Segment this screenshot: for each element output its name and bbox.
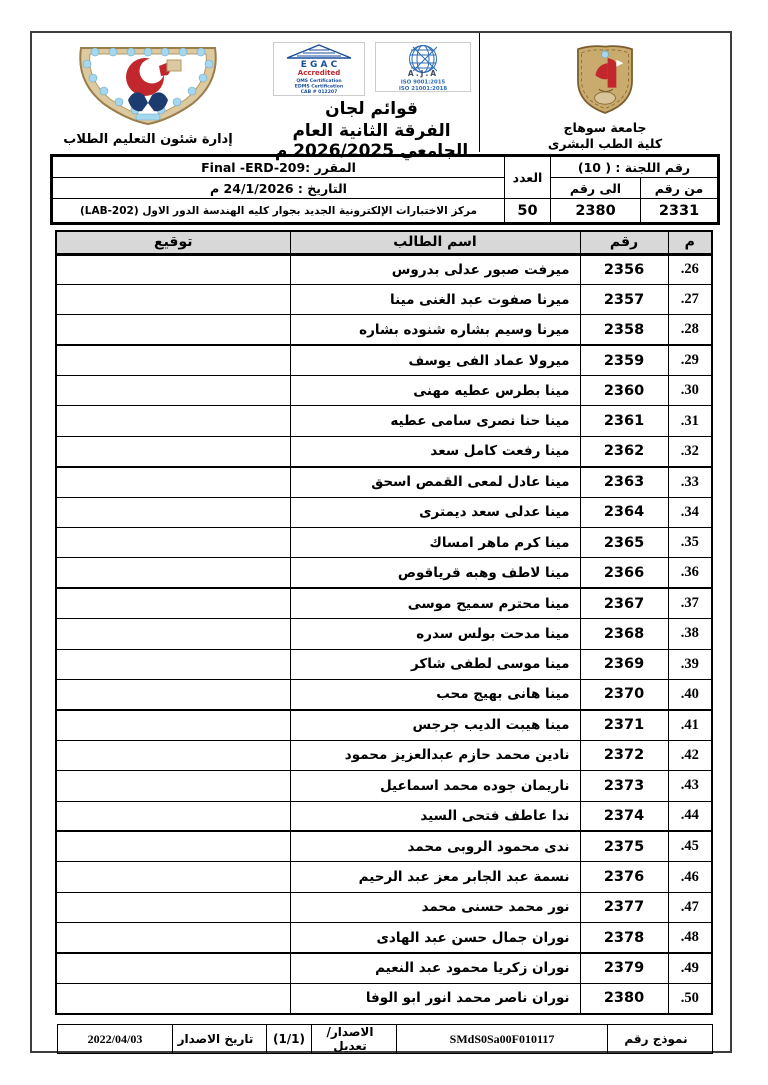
- signature-cell: [56, 862, 290, 892]
- table-row: [56, 983, 712, 1013]
- student-name: مينا لاطف وهبه قرياقوص: [290, 558, 580, 588]
- student-serial: 38.: [668, 619, 712, 649]
- exam-location-cell: مركز الاختبارات الإلكترونية الجديد بجوار كليه الهندسة الدور الاول (LAB-202): [52, 199, 505, 224]
- table-row: [56, 376, 712, 406]
- signature-cell: [56, 588, 290, 618]
- course-code: Final -ERD-209: [201, 159, 306, 175]
- student-serial: 36.: [668, 558, 712, 588]
- student-serial: 45.: [668, 831, 712, 861]
- student-seat-number: 2369: [580, 649, 668, 679]
- signature-cell: [56, 497, 290, 527]
- table-row: [56, 619, 712, 649]
- svg-text:E G A C: E G A C: [300, 60, 337, 70]
- sohag-university-logo: [568, 44, 642, 116]
- signature-cell: [56, 710, 290, 740]
- student-name: ميرفت صبور عدلى بدروس: [290, 254, 580, 284]
- signature-cell: [56, 679, 290, 709]
- svg-text:CAB # 012207: CAB # 012207: [300, 90, 337, 95]
- signature-cell: [56, 467, 290, 497]
- faculty-name: كلية الطب البشرى: [547, 135, 663, 151]
- form-footer-table: [57, 1024, 713, 1054]
- committee-number-cell: رقم اللجنة : ( 10): [551, 156, 719, 178]
- student-list-section: [55, 230, 711, 1015]
- accreditation-logos: [273, 42, 471, 96]
- issue-date-value: 2022/04/03: [58, 1025, 173, 1054]
- university-caption: [548, 120, 662, 153]
- student-name: مينا عدلى سعد ديمترى: [290, 497, 580, 527]
- from-number-value: 2331: [641, 199, 719, 224]
- student-name: ميرنا وسيم بشاره شنوده بشاره: [290, 315, 580, 345]
- university-name: جامعة سوهاج: [563, 119, 647, 135]
- student-seat-number: 2377: [580, 892, 668, 922]
- signature-cell: [56, 254, 290, 284]
- student-serial: 43.: [668, 771, 712, 801]
- serial-column-header: م: [668, 231, 712, 254]
- table-row: [56, 588, 712, 618]
- count-value: 50: [505, 199, 551, 224]
- student-serial: 27.: [668, 284, 712, 314]
- student-seat-number: 2373: [580, 771, 668, 801]
- signature-cell: [56, 528, 290, 558]
- student-seat-number: 2370: [580, 679, 668, 709]
- student-serial: 39.: [668, 649, 712, 679]
- table-row: [56, 558, 712, 588]
- student-seat-number: 2357: [580, 284, 668, 314]
- svg-text:ISO 21001:2018: ISO 21001:2018: [398, 86, 447, 92]
- student-seat-number: 2375: [580, 831, 668, 861]
- table-row: [56, 862, 712, 892]
- student-table: [55, 230, 713, 1015]
- student-serial: 29.: [668, 345, 712, 375]
- student-name: نوران زكريا محمود عبد النعيم: [290, 953, 580, 983]
- student-name: مينا رفعت كامل سعد: [290, 436, 580, 466]
- student-name: مينا كرم ماهر امساك: [290, 528, 580, 558]
- from-number-label: من رقم: [641, 178, 719, 199]
- signature-cell: [56, 983, 290, 1013]
- signature-cell: [56, 831, 290, 861]
- signature-cell: [56, 771, 290, 801]
- student-serial: 44.: [668, 801, 712, 831]
- signature-cell: [56, 284, 290, 314]
- student-seat-number: 2379: [580, 953, 668, 983]
- student-serial: 30.: [668, 376, 712, 406]
- student-serial: 40.: [668, 679, 712, 709]
- table-row: [56, 923, 712, 953]
- student-seat-number: 2368: [580, 619, 668, 649]
- student-name: ندى محمود الروبى محمد: [290, 831, 580, 861]
- student-seat-number: 2362: [580, 436, 668, 466]
- student-serial: 46.: [668, 862, 712, 892]
- student-serial: 41.: [668, 710, 712, 740]
- student-seat-number: 2378: [580, 923, 668, 953]
- table-row: [56, 679, 712, 709]
- student-seat-number: 2358: [580, 315, 668, 345]
- table-row: [56, 649, 712, 679]
- student-seat-number: 2365: [580, 528, 668, 558]
- student-name: مينا هيبت الديب جرجس: [290, 710, 580, 740]
- student-name: نسمة عبد الجابر معز عبد الرحيم: [290, 862, 580, 892]
- student-serial: 34.: [668, 497, 712, 527]
- issue-date-label: تاريخ الاصدار: [173, 1025, 267, 1054]
- table-row: [56, 740, 712, 770]
- aja-registrars-logo: [375, 42, 471, 92]
- page-frame: [30, 31, 732, 1053]
- student-serial: 37.: [668, 588, 712, 618]
- student-name: نوران جمال حسن عبد الهادى: [290, 923, 580, 953]
- signature-cell: [56, 315, 290, 345]
- table-row: [56, 801, 712, 831]
- student-seat-number: 2371: [580, 710, 668, 740]
- student-name: نور محمد حسنى محمد: [290, 892, 580, 922]
- signature-cell: [56, 801, 290, 831]
- table-row: [56, 771, 712, 801]
- table-row: [56, 831, 712, 861]
- student-table-header-row: [56, 231, 712, 254]
- signature-cell: [56, 619, 290, 649]
- student-seat-number: 2360: [580, 376, 668, 406]
- signature-cell: [56, 892, 290, 922]
- table-row: [56, 467, 712, 497]
- svg-text:A.J.A: A.J.A: [407, 69, 438, 78]
- student-serial: 32.: [668, 436, 712, 466]
- form-footer-section: [57, 1024, 713, 1054]
- student-name: نوران ناصر محمد انور ابو الوفا: [290, 983, 580, 1013]
- svg-text:Accredited: Accredited: [297, 69, 340, 77]
- student-name: مينا مدحت بولس سدره: [290, 619, 580, 649]
- header-center-section: [264, 33, 479, 161]
- signature-cell: [56, 740, 290, 770]
- student-name: ميرولا عماد الفى يوسف: [290, 345, 580, 375]
- signature-column-header: توقيع: [56, 231, 290, 254]
- exam-info-table: [50, 154, 720, 225]
- egac-accreditation-logo: [273, 42, 365, 96]
- table-row: [56, 315, 712, 345]
- to-number-value: 2380: [551, 199, 641, 224]
- student-serial: 42.: [668, 740, 712, 770]
- signature-cell: [56, 923, 290, 953]
- table-row: [56, 528, 712, 558]
- to-number-label: الى رقم: [551, 178, 641, 199]
- student-serial: 48.: [668, 923, 712, 953]
- exam-info-section: [50, 154, 720, 225]
- svg-text:EDMS Certification: EDMS Certification: [294, 84, 343, 90]
- student-serial: 49.: [668, 953, 712, 983]
- document-title: قوائم لجان: [325, 99, 418, 119]
- student-seat-number: 2361: [580, 406, 668, 436]
- student-serial: 33.: [668, 467, 712, 497]
- student-seat-number: 2359: [580, 345, 668, 375]
- signature-cell: [56, 376, 290, 406]
- student-name: ندا عاطف فتحى السيد: [290, 801, 580, 831]
- student-name: ناريمان جوده محمد اسماعيل: [290, 771, 580, 801]
- student-affairs-caption: إدارة شئون التعليم الطلاب: [63, 132, 233, 147]
- student-seat-number: 2367: [580, 588, 668, 618]
- student-affairs-section: [32, 33, 264, 152]
- count-label-cell: العدد: [505, 156, 551, 199]
- course-cell: [52, 156, 505, 178]
- student-name: مينا محترم سميح موسى: [290, 588, 580, 618]
- student-name: مينا عادل لمعى القمص اسحق: [290, 467, 580, 497]
- student-seat-number: 2380: [580, 983, 668, 1013]
- version-value: (1/1): [267, 1025, 312, 1054]
- signature-cell: [56, 558, 290, 588]
- student-seat-number: 2376: [580, 862, 668, 892]
- student-serial: 28.: [668, 315, 712, 345]
- student-serial: 47.: [668, 892, 712, 922]
- student-seat-number: 2356: [580, 254, 668, 284]
- table-row: [56, 892, 712, 922]
- table-row: [56, 254, 712, 284]
- student-name: مينا موسى لطفى شاكر: [290, 649, 580, 679]
- course-label: المقرر :: [305, 159, 356, 175]
- signature-cell: [56, 406, 290, 436]
- table-row: [56, 953, 712, 983]
- student-seat-number: 2372: [580, 740, 668, 770]
- signature-cell: [56, 953, 290, 983]
- table-row: [56, 436, 712, 466]
- svg-text:ISO 9001:2015: ISO 9001:2015: [400, 79, 445, 86]
- form-number-label: نموذج رقم: [608, 1025, 713, 1054]
- svg-text:QMS Certification: QMS Certification: [295, 79, 342, 84]
- signature-cell: [56, 436, 290, 466]
- university-section: [479, 33, 730, 152]
- signature-cell: [56, 649, 290, 679]
- student-serial: 35.: [668, 528, 712, 558]
- table-row: [56, 284, 712, 314]
- student-name: مينا حنا نصرى سامى عطيه: [290, 406, 580, 436]
- table-row: [56, 406, 712, 436]
- table-row: [56, 345, 712, 375]
- student-serial: 31.: [668, 406, 712, 436]
- student-name: نادين محمد حازم عبدالعزيز محمود: [290, 740, 580, 770]
- document-header: [32, 33, 730, 161]
- student-seat-number: 2364: [580, 497, 668, 527]
- student-serial: 26.: [668, 254, 712, 284]
- document-subtitle: الفرقة الثانية العام الجامعي 2026/2025 م: [274, 121, 469, 161]
- exam-date-cell: التاريخ : 24/1/2026 م: [52, 178, 505, 199]
- student-name: ميرنا صفوت عبد الغنى مينا: [290, 284, 580, 314]
- student-table-body: [56, 254, 712, 1014]
- student-name: مينا هانى بهيج محب: [290, 679, 580, 709]
- student-seat-number: 2366: [580, 558, 668, 588]
- version-label: الاصدار/تعديل: [312, 1025, 397, 1054]
- form-number-code: SMdS0Sa00F010117: [397, 1025, 608, 1054]
- number-column-header: رقم: [580, 231, 668, 254]
- name-column-header: اسم الطالب: [290, 231, 580, 254]
- table-row: [56, 497, 712, 527]
- student-seat-number: 2363: [580, 467, 668, 497]
- student-seat-number: 2374: [580, 801, 668, 831]
- signature-cell: [56, 345, 290, 375]
- student-name: مينا بطرس عطيه مهنى: [290, 376, 580, 406]
- faculty-of-medicine-logo: [73, 44, 223, 126]
- table-row: [56, 710, 712, 740]
- student-serial: 50.: [668, 983, 712, 1013]
